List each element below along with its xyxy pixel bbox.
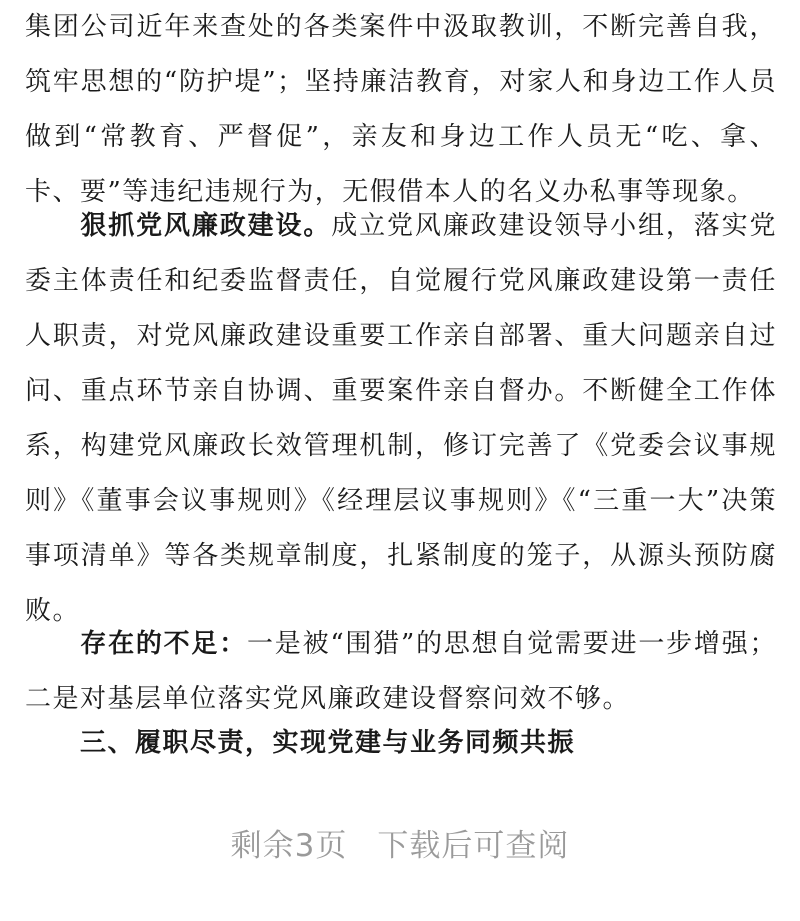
section-heading — [25, 716, 777, 771]
paragraph-3-text: 一是被“围猎”的思想自觉需要进一步增强；二是对基层单位落实党风廉政建设督察问效不够。 — [25, 629, 777, 714]
paragraph-1 — [25, 0, 777, 220]
download-prompt[interactable] — [0, 820, 800, 865]
paragraph-2 — [25, 199, 777, 639]
paragraph-3-lead: 存在的不足： — [80, 629, 247, 659]
remaining-pages-label[interactable]: 剩余3页 — [230, 828, 348, 864]
paragraph-3 — [25, 617, 777, 727]
paragraph-1-text: 集团公司近年来查处的各类案件中汲取教训，不断完善自我，筑牢思想的“防护堤”；坚持廉洁教育，对家人和身边工作人员做到“常教育、严督促”，亲友和身边工作人员无“吃、拿、卡、要”等违纪违规行为，无假借本人的名义办私事等现象。 — [25, 12, 777, 207]
download-to-view-label[interactable]: 下载后可查阅 — [377, 828, 570, 864]
section-heading-text: 三、履职尽责，实现党建与业务同频共振 — [80, 728, 576, 758]
paragraph-2-lead: 狠抓党风廉政建设。 — [80, 211, 332, 241]
paragraph-2-text: 成立党风廉政建设领导小组，落实党委主体责任和纪委监督责任，自觉履行党风廉政建设第一责任人职责，对党风廉政建设重要工作亲自部署、重大问题亲自过问、重点环节亲自协调、重要案件亲自督办。不断健全工作体系，构建党风廉政长效管理机制，修订完善了《党委会议事规则》《董事会议事规则》《经理层议事规则》《“三重一大”决策事项清单》等各类规章制度，扎紧制度的笼子，从源头预防腐败。 — [25, 211, 777, 626]
